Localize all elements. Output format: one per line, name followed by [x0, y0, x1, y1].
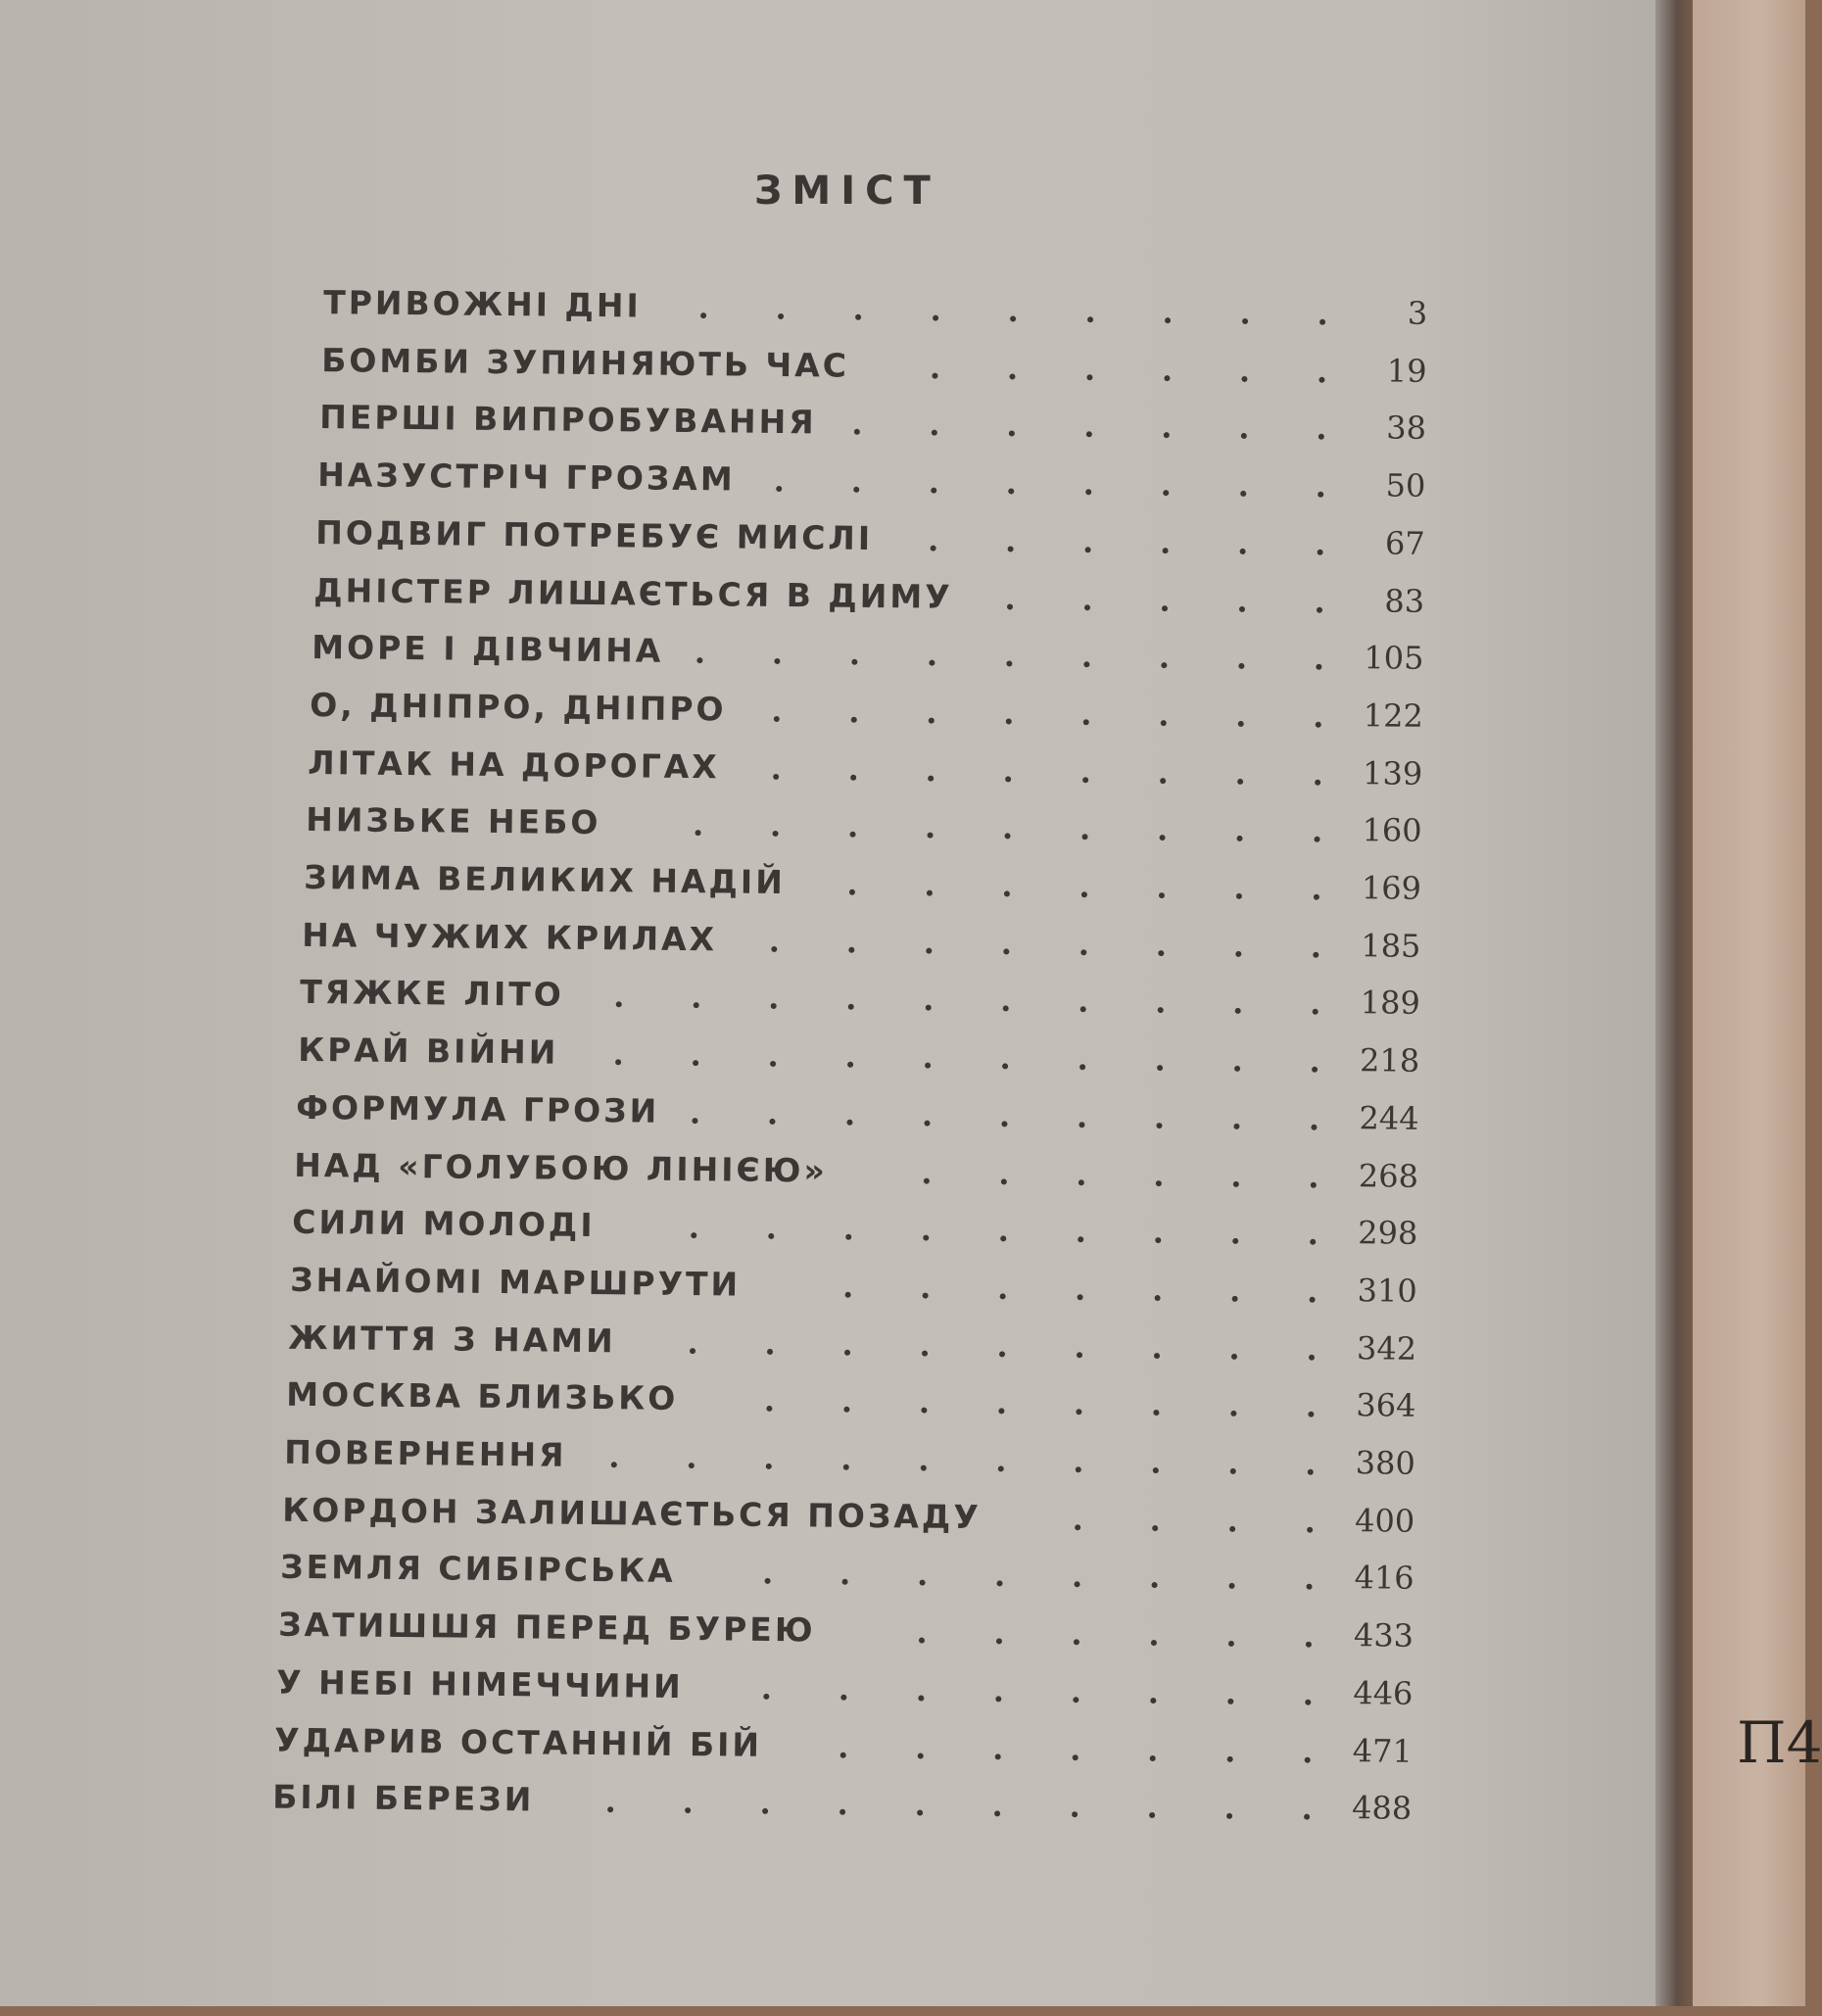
leader-dot — [1240, 491, 1246, 497]
leader-dot — [1311, 1124, 1317, 1129]
toc-entry — [0, 1603, 1658, 1667]
leader-dot — [1310, 1239, 1316, 1245]
leader-dot — [771, 1003, 777, 1009]
leader-dot — [994, 1811, 1000, 1817]
leader-dot — [933, 315, 938, 321]
leader-dot — [1004, 890, 1010, 896]
leader-dot — [1163, 548, 1169, 553]
toc-entry-page: 400 — [1326, 1502, 1414, 1540]
leader-dot — [1164, 375, 1170, 381]
leader-dot — [1001, 1178, 1007, 1184]
leader-dot — [844, 1349, 850, 1355]
toc-entry-page: 67 — [1337, 524, 1425, 562]
leader-dot — [1153, 1467, 1159, 1473]
toc-entry-page: 364 — [1327, 1386, 1415, 1424]
toc-entry-page: 342 — [1328, 1328, 1416, 1367]
leader-dot — [1229, 1526, 1235, 1532]
leader-dot — [931, 488, 936, 494]
toc-entry-page: 471 — [1324, 1731, 1413, 1769]
toc-entry — [0, 1028, 1664, 1092]
toc-entry-page: 268 — [1330, 1156, 1418, 1194]
leader-dot — [1235, 951, 1241, 957]
leader-dot — [1227, 1755, 1233, 1761]
toc-entry — [2, 740, 1667, 804]
leader-dot — [1075, 1524, 1080, 1530]
toc-entry-page: 244 — [1330, 1099, 1418, 1137]
toc-entry-page: 50 — [1337, 466, 1425, 504]
leader-dot — [694, 1002, 699, 1008]
toc-entry-title: БІЛІ БЕРЕЗИ — [272, 1778, 534, 1819]
leader-dot — [1009, 431, 1015, 437]
leader-dot — [1305, 1756, 1311, 1762]
leader-dot — [1010, 315, 1016, 321]
toc-entry-title: ФОРМУЛА ГРОЗИ — [296, 1088, 659, 1130]
leader-dot — [1086, 374, 1092, 380]
leader-dot — [925, 1063, 931, 1069]
toc-entry-title: ЖИТТЯ З НАМИ — [288, 1318, 616, 1360]
leader-dot — [1157, 1065, 1163, 1071]
leader-dot — [611, 1462, 617, 1467]
leader-dot — [1310, 1297, 1316, 1303]
leader-dot — [1082, 777, 1088, 783]
leader-dot — [1085, 547, 1091, 552]
leader-dot — [771, 946, 777, 952]
toc-entry — [0, 1200, 1663, 1265]
leader-dot — [1158, 950, 1164, 956]
leader-dot — [924, 1120, 930, 1126]
toc-entry-title: О, ДНІПРО, ДНІПРО — [310, 686, 727, 728]
leader-dot — [1001, 1121, 1007, 1127]
toc-entry-page: 38 — [1338, 408, 1426, 447]
leader-dot — [1313, 951, 1319, 957]
leader-dot — [850, 774, 856, 780]
leader-dot — [1319, 434, 1324, 440]
leader-dot — [1084, 604, 1090, 610]
toc-entry-page: 122 — [1335, 696, 1423, 735]
toc-entry — [4, 567, 1669, 632]
leader-dot — [1316, 722, 1321, 728]
toc-entry — [5, 453, 1670, 517]
toc-entry-title: НИЗЬКЕ НЕБО — [306, 800, 601, 841]
leader-dot — [1164, 432, 1170, 438]
leader-dot — [1238, 721, 1244, 727]
leader-dot — [773, 774, 779, 780]
leader-dot — [1158, 1007, 1164, 1013]
leader-dot — [843, 1464, 849, 1470]
leader-dot — [850, 832, 856, 838]
leader-dot — [1315, 837, 1320, 842]
leader-dot — [1236, 893, 1242, 899]
leader-dot — [999, 1351, 1005, 1357]
leader-dot — [1156, 1180, 1162, 1186]
leader-dot — [1151, 1640, 1157, 1646]
leader-dot — [1242, 318, 1248, 324]
toc-entry — [0, 1142, 1663, 1207]
leader-dot — [1305, 1699, 1311, 1704]
leader-dot — [840, 1694, 846, 1700]
toc-entry — [0, 1315, 1661, 1379]
leader-dot — [1078, 1236, 1083, 1242]
toc-entry — [0, 1430, 1660, 1495]
toc-entry-title: ЗИМА ВЕЛИКИХ НАДІЙ — [304, 858, 786, 901]
toc-entry-page: 446 — [1324, 1674, 1413, 1712]
leader-dot — [926, 1005, 932, 1011]
leader-dot — [1314, 894, 1319, 900]
toc-entry-page: 160 — [1333, 811, 1421, 849]
leader-dot — [615, 1059, 621, 1065]
toc-entry — [4, 509, 1669, 574]
leader-dot — [1083, 719, 1089, 725]
leader-dot — [1073, 1754, 1079, 1760]
leader-dot — [1233, 1180, 1239, 1186]
leader-dot — [1230, 1468, 1236, 1474]
leader-dot — [1309, 1354, 1315, 1360]
toc-entry — [0, 1487, 1659, 1552]
leader-dot — [923, 1292, 929, 1298]
adjacent-page-text: П4 — [1737, 1709, 1822, 1776]
leader-dot — [1085, 489, 1091, 495]
leader-dot — [927, 890, 933, 896]
leader-dot — [1156, 1123, 1162, 1128]
toc-entry-title: УДАРИВ ОСТАННІЙ БІЙ — [274, 1720, 762, 1763]
toc-entry-title: ЗЕМЛЯ СИБІРСЬКА — [280, 1548, 676, 1590]
leader-dot — [1237, 778, 1243, 784]
toc-entry-title: НАД «ГОЛУБОЮ ЛІНІЄЮ» — [294, 1145, 828, 1189]
toc-entry-page: 139 — [1334, 754, 1422, 792]
toc-entry-page: 218 — [1331, 1041, 1419, 1080]
leader-dot — [997, 1581, 1003, 1587]
toc-entry-title: МОСКВА БЛИЗЬКО — [286, 1375, 678, 1417]
toc-entry — [0, 912, 1665, 977]
leader-dot — [691, 1232, 696, 1238]
leader-dot — [1077, 1352, 1082, 1358]
leader-dot — [921, 1465, 927, 1471]
leader-dot — [765, 1578, 771, 1584]
leader-dot — [1229, 1583, 1235, 1589]
leader-dot — [768, 1233, 774, 1239]
leader-dot — [1080, 1007, 1086, 1013]
leader-dot — [1073, 1697, 1079, 1703]
leader-dot — [776, 486, 782, 492]
toc-entry — [1, 797, 1666, 862]
leader-dot — [1076, 1466, 1081, 1472]
leader-dot — [917, 1810, 923, 1816]
toc-entry — [6, 395, 1671, 459]
toc-entry-title: НА ЧУЖИХ КРИЛАХ — [302, 916, 717, 958]
leader-dot — [1319, 319, 1325, 325]
leader-dot — [849, 889, 855, 895]
leader-dot — [1231, 1353, 1237, 1359]
toc-entry-page: 185 — [1332, 927, 1420, 965]
toc-entry-title: НАЗУСТРІЧ ГРОЗАМ — [317, 456, 736, 498]
leader-dot — [1006, 718, 1012, 724]
toc-entry-page: 189 — [1332, 984, 1420, 1022]
leader-dot — [1234, 1066, 1240, 1072]
toc-entry-title: ПОВЕРНЕННЯ — [284, 1433, 567, 1474]
leader-dot — [845, 1292, 851, 1298]
leader-dot — [1079, 1064, 1085, 1070]
leader-dot — [998, 1465, 1004, 1471]
toc-entry — [0, 1775, 1656, 1840]
adjacent-page — [1693, 0, 1805, 2006]
leader-dot — [1003, 948, 1009, 954]
toc-entry-title: СИЛИ МОЛОДІ — [292, 1203, 596, 1244]
leader-dot — [1080, 949, 1086, 955]
toc-entry-title: МОРЕ І ДІВЧИНА — [312, 628, 664, 670]
leader-dot — [1153, 1410, 1159, 1416]
toc-entry — [0, 1084, 1664, 1149]
leader-dot — [767, 1348, 773, 1354]
leader-dot — [931, 545, 936, 551]
toc-entry — [0, 1258, 1662, 1322]
leader-dot — [695, 830, 701, 836]
toc-entry-page: 298 — [1329, 1214, 1417, 1252]
leader-dot — [1087, 316, 1093, 322]
leader-dot — [1159, 892, 1165, 898]
leader-dot — [929, 717, 935, 723]
leader-dot — [1005, 834, 1011, 840]
leader-dot — [1317, 606, 1322, 612]
leader-dot — [928, 833, 934, 839]
leader-dot — [848, 1004, 854, 1010]
leader-dot — [1081, 891, 1087, 897]
toc-entry-title: ПЕРШІ ВИПРОБУВАННЯ — [319, 398, 817, 441]
leader-dot — [773, 831, 779, 837]
leader-dot — [1072, 1811, 1078, 1817]
toc-entry — [1, 855, 1666, 920]
leader-dot — [766, 1406, 772, 1412]
leader-dot — [1306, 1642, 1312, 1648]
toc-entry — [0, 970, 1665, 1034]
toc-entry-page: 3 — [1339, 294, 1427, 332]
leader-dot — [1315, 779, 1320, 785]
leader-dot — [1307, 1526, 1313, 1532]
book-gutter — [1655, 0, 1695, 2006]
leader-dot — [774, 658, 780, 664]
leader-dot — [696, 657, 702, 663]
leader-dot — [1238, 663, 1244, 669]
toc-entry-title: КРАЙ ВІЙНИ — [298, 1031, 558, 1072]
leader-dot — [1232, 1238, 1238, 1244]
leader-dot — [1239, 605, 1245, 611]
leader-dot — [1009, 373, 1015, 379]
leader-dot — [1312, 1067, 1318, 1073]
leader-dot — [762, 1808, 768, 1814]
toc-entry-page: 169 — [1333, 869, 1421, 907]
leader-dot — [1161, 720, 1167, 726]
leader-dot — [840, 1752, 846, 1757]
toc-entry-page: 19 — [1338, 352, 1426, 390]
toc-entry-title: ТРИВОЖНІ ДНІ — [323, 283, 642, 324]
toc-entry-page: 105 — [1335, 639, 1423, 677]
toc-entry-title: ПОДВИГ ПОТРЕБУЄ МИСЛІ — [315, 513, 873, 557]
leader-dot — [769, 1119, 775, 1125]
toc-entry-page: 433 — [1325, 1616, 1414, 1655]
leader-dot — [607, 1806, 613, 1812]
leader-dot — [616, 1002, 622, 1008]
leader-dot — [918, 1752, 924, 1758]
leader-dot — [1232, 1296, 1238, 1302]
leader-dot — [700, 312, 706, 318]
leader-dot — [996, 1638, 1002, 1644]
toc-entry-title: ЗАТИШШЯ ПЕРЕД БУРЕЮ — [278, 1606, 816, 1650]
leader-dot — [1226, 1813, 1232, 1819]
leader-dot — [932, 430, 937, 436]
leader-dot — [1311, 1181, 1317, 1187]
toc-entry — [3, 683, 1668, 747]
toc-entry — [0, 1372, 1661, 1437]
leader-dot — [1075, 1582, 1080, 1588]
leader-dot — [1003, 1006, 1009, 1012]
leader-dot — [1086, 432, 1092, 438]
leader-dot — [1083, 661, 1089, 667]
leader-dot — [1150, 1698, 1156, 1704]
toc-entry — [6, 337, 1671, 402]
leader-dot — [998, 1409, 1004, 1415]
leader-dot — [1163, 490, 1169, 496]
toc-entry-title: ТЯЖКЕ ЛІТО — [300, 973, 564, 1014]
leader-dot — [1241, 433, 1247, 439]
leader-dot — [1006, 661, 1012, 667]
leader-dot — [690, 1348, 695, 1354]
leader-dot — [1008, 489, 1014, 495]
leader-dot — [1233, 1124, 1239, 1129]
leader-dot — [1165, 317, 1171, 323]
leader-dot — [1162, 605, 1168, 611]
leader-dot — [1160, 778, 1166, 784]
leader-dot — [851, 659, 857, 665]
leader-dot — [1161, 662, 1167, 668]
leader-dot — [692, 1118, 697, 1124]
leader-dot — [763, 1694, 769, 1700]
leader-dot — [929, 660, 935, 666]
leader-dot — [1008, 546, 1014, 552]
leader-dot — [1319, 376, 1324, 382]
leader-dot — [853, 487, 859, 493]
leader-dot — [1318, 492, 1323, 498]
toc-entry-page: 310 — [1329, 1272, 1417, 1310]
leader-dot — [1313, 1009, 1319, 1015]
leader-dot — [926, 947, 932, 953]
leader-dot — [918, 1695, 924, 1701]
leader-dot — [693, 1060, 698, 1066]
leader-dot — [1149, 1812, 1155, 1818]
toc-entry — [0, 1717, 1657, 1782]
leader-dot — [932, 372, 937, 378]
leader-dot — [1240, 549, 1246, 554]
toc-heading: ЗМІСТ — [754, 168, 940, 214]
toc-entry-page: 416 — [1325, 1559, 1414, 1597]
leader-dot — [1237, 836, 1243, 841]
leader-dot — [1304, 1814, 1310, 1820]
toc-entry-title: У НЕБІ НІМЕЧЧИНИ — [276, 1662, 684, 1704]
leader-dot — [689, 1463, 695, 1468]
leader-dot — [770, 1061, 776, 1067]
leader-dot — [766, 1464, 772, 1469]
leader-dot — [851, 717, 857, 723]
leader-dot — [1318, 550, 1323, 555]
leader-dot — [842, 1579, 848, 1585]
leader-dot — [924, 1177, 930, 1183]
leader-dot — [1228, 1641, 1234, 1647]
leader-dot — [1005, 776, 1011, 782]
leader-dot — [919, 1638, 925, 1644]
leader-dot — [1082, 835, 1088, 840]
toc-entry — [0, 1545, 1659, 1609]
leader-dot — [923, 1235, 929, 1241]
leader-dot — [921, 1408, 927, 1414]
leader-dot — [1160, 835, 1166, 840]
leader-dot — [1230, 1411, 1236, 1416]
leader-dot — [847, 1062, 853, 1068]
leader-dot — [846, 1120, 852, 1126]
leader-dot — [1152, 1582, 1158, 1588]
leader-dot — [778, 313, 784, 319]
toc-entry-title: КОРДОН ЗАЛИШАЄТЬСЯ ПОЗАДУ — [282, 1490, 982, 1535]
leader-dot — [1227, 1699, 1233, 1704]
leader-dot — [995, 1753, 1001, 1759]
leader-dot — [995, 1696, 1001, 1702]
leader-dot — [1000, 1293, 1006, 1299]
leader-dot — [1307, 1584, 1313, 1590]
leader-dot — [685, 1807, 691, 1813]
leader-dot — [1241, 376, 1247, 382]
toc-entry-page: 380 — [1327, 1444, 1415, 1482]
leader-dot — [1079, 1122, 1084, 1128]
leader-dot — [1074, 1639, 1079, 1645]
leader-dot — [1308, 1412, 1314, 1417]
leader-dot — [848, 946, 854, 952]
toc-entry-page: 488 — [1323, 1789, 1412, 1827]
leader-dot — [843, 1407, 849, 1413]
leader-dot — [1076, 1409, 1081, 1415]
leader-dot — [1235, 1008, 1241, 1014]
leader-dot — [839, 1809, 845, 1815]
toc-entry-page: 83 — [1336, 581, 1424, 619]
leader-dot — [920, 1580, 926, 1586]
leader-dot — [1000, 1236, 1006, 1242]
leader-dot — [854, 429, 860, 435]
leader-dot — [845, 1234, 851, 1240]
leader-dot — [1007, 603, 1013, 609]
toc-entry-title: БОМБИ ЗУПИНЯЮТЬ ЧАС — [321, 341, 849, 385]
leader-dot — [1154, 1353, 1160, 1359]
toc-entry-title: ЛІТАК НА ДОРОГАХ — [308, 744, 720, 786]
leader-dot — [1152, 1525, 1158, 1531]
leader-dot — [1155, 1295, 1161, 1301]
toc-entry — [3, 625, 1668, 690]
leader-dot — [774, 716, 780, 722]
toc-entry-title: ДНІСТЕР ЛИШАЄТЬСЯ В ДИМУ — [313, 571, 953, 616]
leader-dot — [1308, 1469, 1314, 1475]
leader-dot — [1155, 1237, 1161, 1243]
leader-dot — [922, 1350, 928, 1356]
toc-entry — [7, 280, 1672, 345]
leader-dot — [1078, 1294, 1083, 1300]
toc-entry — [0, 1659, 1658, 1724]
leader-dot — [1079, 1179, 1084, 1185]
leader-dot — [1316, 664, 1321, 670]
leader-dot — [928, 775, 934, 781]
leader-dot — [855, 314, 861, 320]
toc-entry-title: ЗНАЙОМІ МАРШРУТИ — [290, 1261, 741, 1304]
leader-dot — [1002, 1063, 1008, 1069]
leader-dot — [1150, 1755, 1156, 1761]
